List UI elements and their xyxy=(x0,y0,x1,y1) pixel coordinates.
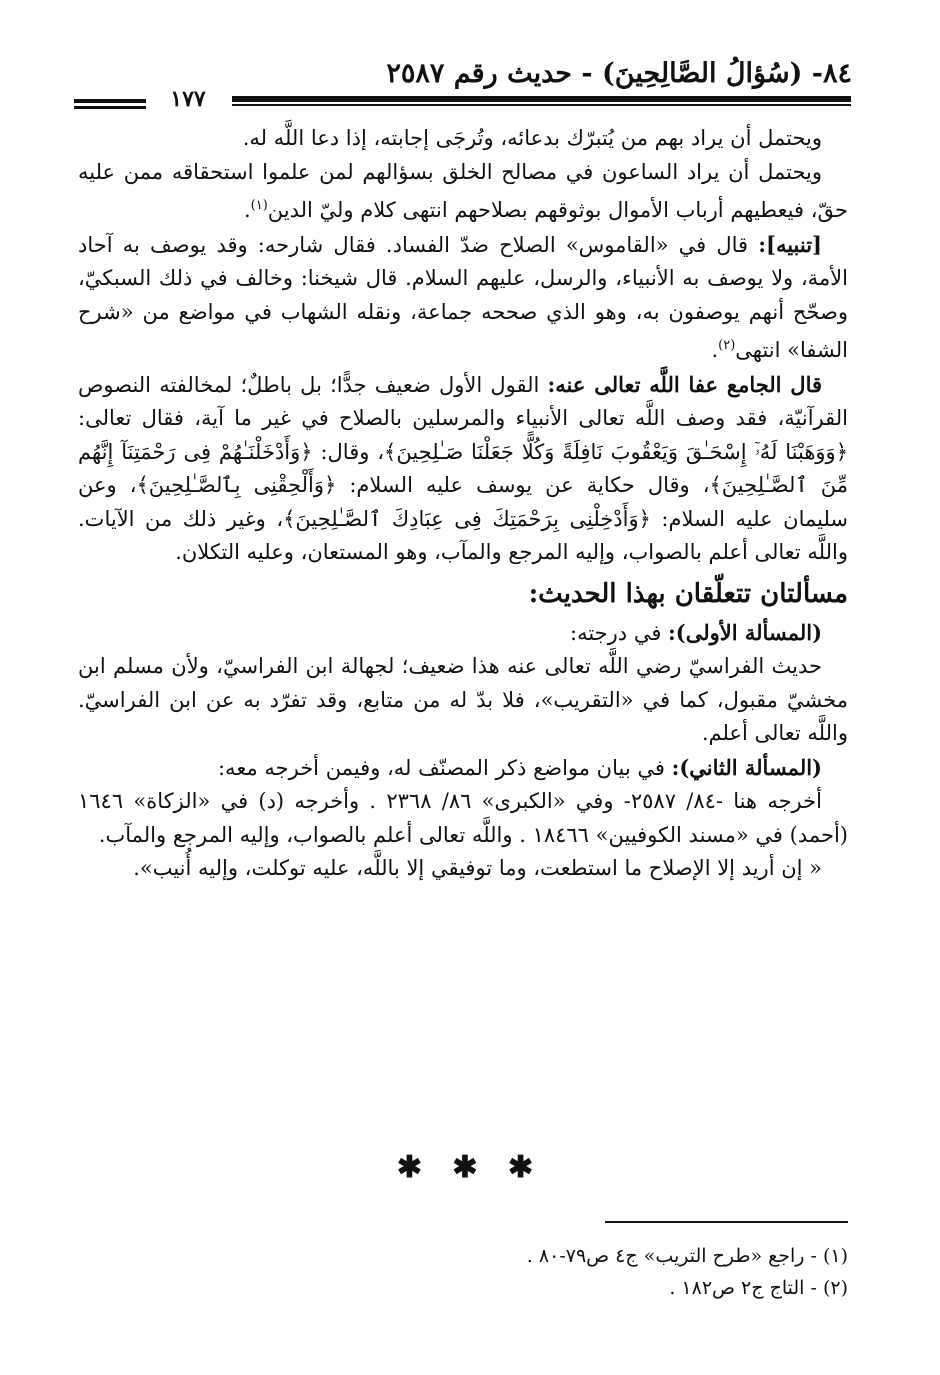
issue-1-heading: (المسألة الأولى): في درجته: xyxy=(570,619,822,645)
page-number: ١٧٧ xyxy=(170,86,206,112)
footnote-1: (١) - راجع «طرح التريب» ج٤ ص٧٩-٨٠ . xyxy=(526,1245,848,1267)
footnotes xyxy=(148,1240,848,1304)
header-rule-left-top xyxy=(74,99,146,103)
separator-stars: ✱ ✱ ✱ xyxy=(396,1150,544,1185)
running-header-title: ٨٤- (سُؤالُ الصَّالِحِينَ) - حديث رقم ٢٥٨٧ xyxy=(386,58,852,89)
paragraph-compiler: قال الجامع عفا اللَّه تعالى عنه: القول الأول ضعيف جدًّا؛ بل باطلٌ؛ لمخالفته النصوص القرآنيّة، فقد وصف اللَّه تعالى الأنبياء والمرسلين بالصلاح في غير ما آية، فقال تعالى: ﴿وَوَهَبْنَا لَهُۥٓ إِسْحَـٰقَ وَيَعْقُوبَ نَافِلَةً وَكُلًّا جَعَلْنَا صَـٰلِحِينَ﴾، وقال: ﴿وَأَدْخَلْنَـٰهُمْ فِى رَحْمَتِنَآ إِنَّهُم مِّنَ ٱلصَّـٰلِحِينَ﴾، وقال حكاية عن يوسف عليه السلام: ﴿وَأَلْحِقْنِى بِٱلصَّـٰلِحِينَ﴾، وعن سليمان عليه السلام: ﴿وَأَدْخِلْنِى بِرَحْمَتِكَ فِى عِبَادِكَ ٱلصَّـٰلِحِينَ﴾، وغير ذلك من الآيات. واللَّه تعالى أعلم بالصواب، وإليه المرجع والمآب، وهو المستعان، وعليه التكلان. xyxy=(78,371,848,564)
paragraph-note: [تنبيه]: قال في «القاموس» الصلاح ضدّ الفساد. فقال شارحه: وقد يوصف به آحاد الأمة، ولا يوصف به الأنبياء، والرسل، عليهم السلام. قال شيخنا: وخالف في ذلك السبكيّ، وصحّح أنهم يوصفون به، وهو الذي صححه جماعة، ونقله الشهاب في مواضع من «شرح الشفا» انتهى$^{(٢)}$. xyxy=(78,231,848,362)
main-text xyxy=(78,122,848,886)
paragraph-2: ويحتمل أن يراد الساعون في مصالح الخلق بسؤالهم لمن علموا استحقاقه ممن عليه حقّ، فيعطيهم أرباب الأموال بوثوقهم بصلاحهم انتهى كلام وليّ الدين$^{(١)}$. xyxy=(78,159,848,222)
issue-2-body: أخرجه هنا -٨٤/ ٢٥٨٧- وفي «الكبرى» ٨٦/ ٢٣٦٨ . وأخرجه (د) في «الزكاة» ١٦٤٦ (أحمد) في «مسند الكوفيين» ١٨٤٦٦ . واللَّه تعالى أعلم بالصواب، وإليه المرجع والمآب. xyxy=(78,789,848,847)
issue-1-body: حديث الفراسيّ رضي اللَّه تعالى عنه هذا ضعيف؛ لجهالة ابن الفراسيّ، ولأن مسلم ابن مخشيّ مقبول، كما في «التقريب»، فلا بدّ له من متابع، وقد تفرّد به عن ابن الفراسيّ. واللَّه تعالى أعلم. xyxy=(78,654,848,745)
header-rule-left-bottom xyxy=(74,106,146,109)
footnote-ref-1: (١) xyxy=(250,198,268,213)
header-rule-thick xyxy=(232,96,851,102)
footnote-rule xyxy=(605,1221,848,1223)
footnote-2: (٢) - التاج ج٢ ص١٨٢ . xyxy=(669,1277,848,1299)
header-rule-thin xyxy=(232,104,851,106)
paragraph-1: ويحتمل أن يراد بهم من يُتبرّك بدعائه، وتُرجَى إجابته، إذا دعا اللَّه له. xyxy=(242,126,822,150)
compiler-label: قال الجامع عفا اللَّه تعالى عنه: xyxy=(547,371,823,397)
footnote-ref-2: (٢) xyxy=(718,338,736,353)
issue-2-heading: (المسألة الثاني): في بيان مواضع ذكر المصنّف له، وفيمن أخرجه معه: xyxy=(217,754,822,780)
section-heading: مسألتان تتعلّقان بهذا الحديث: xyxy=(528,578,848,609)
note-label: [تنبيه]: xyxy=(758,231,822,257)
closing-quote: « إن أريد إلا الإصلاح ما استطعت، وما توفيقي إلا باللَّه، عليه توكلت، وإليه أُنيب». xyxy=(133,856,822,880)
